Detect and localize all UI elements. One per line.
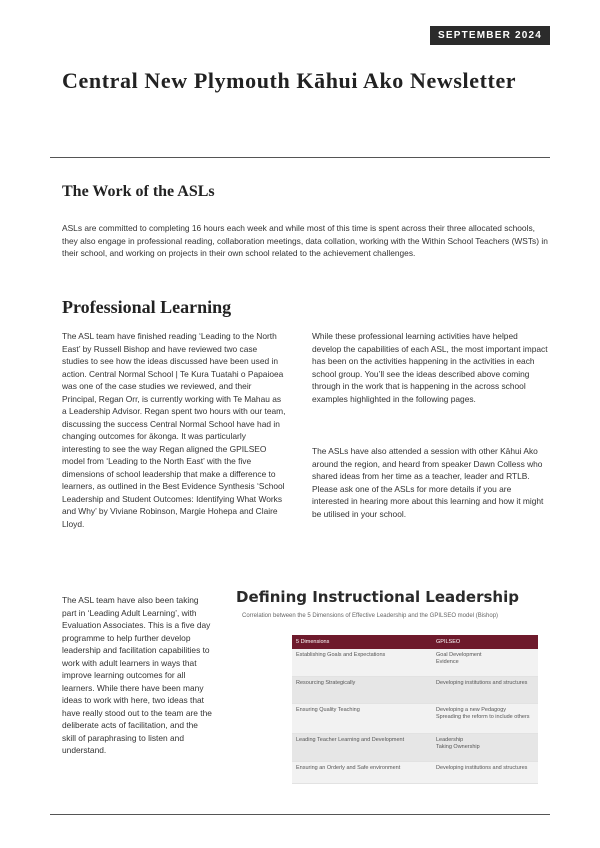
table-row [292,676,538,703]
pl-section-heading: Professional Learning [62,297,232,317]
asl-section-heading: The Work of the ASLs [62,183,215,200]
pl-left-paragraph-1: The ASL team have finished reading ‘Leading to the North East’ by Russell Bishop and have reviewed two case studies to see how the ideas discussed have been used in action. Central Normal School | Te Kura Tuatahi o Papaioea was one of the case studies we reviewed, and their Principal, Regan Orr, is currently working with Te Mahau as a Leadership Advisor. Regan spent two hours with our team, discussing the success Central Normal School have had in changing outcomes for ākonga. It was particularly interesting to see the way Regan aligned the GPILSEO model from ‘Leading to the North East’ with the five dimensions of school leadership that make a difference to learners, as outlined in the Best Evidence Synthesis ‘School Leadership and Student Outcomes: Identifying What Works and Why’ by Viviane Robinson, Margie Hohepa and Claire Lloyd. [62,331,286,529]
figure-title: Defining Instructional Leadership [236,588,519,606]
pl-left-paragraph-2: The ASL team have also been taking part in ‘Leading Adult Learning’, with Evaluation Associates. This is a five day programme to help further develop leadership and facilitation capabilities to work with adult learners in ways that improve learning outcomes for all learners. While there have been many ideas to work with here, two ideas that have really stood out to the team are the deliberate acts of facilitation, and the skill of paraphrasing to listen and understand. [62,595,212,755]
gpilseo-line: Taking Ownership [436,743,480,750]
table-row [292,649,538,676]
leadership-correlation-table [292,635,538,784]
dimension-cell: Ensuring an Orderly and Safe environment [292,761,432,783]
gpilseo-line: Spreading the reform to include others [436,713,530,720]
table-header-gpilseo: GPILSEO [432,635,538,649]
table-header-dimensions: 5 Dimensions [292,635,432,649]
pl-right-paragraph-1: While these professional learning activities have helped develop the capabilities of each ASL, the most important impact has been on the activities happening in the activities in each school group. You’ll see the ideas described above coming through in the work that is happening in the across school examples highlighted in the following pages. [312,331,548,404]
pl-right-paragraph-2: The ASLs have also attended a session with other Kāhui Ako around the region, and heard from speaker Dawn Colless who shared ideas from her time as a teacher, leader and RTLB. Please ask one of the ASLs for more details if you are interested in hearing more about this learning and how it might be utilised in your school. [312,446,544,519]
issue-date-badge: SEPTEMBER 2024 [430,26,550,45]
gpilseo-cell [432,703,538,733]
gpilseo-line: Developing institutions and structures [436,764,528,771]
gpilseo-cell [432,676,538,703]
dimension-cell: Establishing Goals and Expectations [292,649,432,676]
newsletter-title: Central New Plymouth Kāhui Ako Newsletter [62,68,517,93]
gpilseo-line: Goal Development [436,652,482,658]
footer-divider [50,814,550,815]
gpilseo-line: Evidence [436,659,459,665]
dimension-cell: Resourcing Strategically [292,676,432,703]
figure-caption: Correlation between the 5 Dimensions of Effective Leadership and the GPILSEO model (Bishop) [242,613,499,619]
gpilseo-line: Developing a new Pedagogy [436,706,507,713]
table-header-row [292,635,538,649]
instructional-leadership-figure [236,588,548,798]
asl-section-body: ASLs are committed to completing 16 hours each week and while most of this time is spent across their three allocated schools, they also engage in professional reading, collaboration meetings, data collation, working with the Within School Teachers (WSTs) in their school, and working on projects in their own school related to the achievement challenges. [62,223,548,258]
dimension-cell: Ensuring Quality Teaching [292,703,432,733]
table-row [292,703,538,733]
table-row [292,761,538,783]
gpilseo-cell [432,761,538,783]
gpilseo-line: Developing institutions and structures [436,679,528,686]
dimension-cell: Leading Teacher Learning and Development [292,733,432,761]
gpilseo-cell [432,733,538,761]
table-row [292,733,538,761]
gpilseo-line: Leadership [436,736,464,743]
gpilseo-cell [432,649,538,676]
title-divider [50,157,550,158]
